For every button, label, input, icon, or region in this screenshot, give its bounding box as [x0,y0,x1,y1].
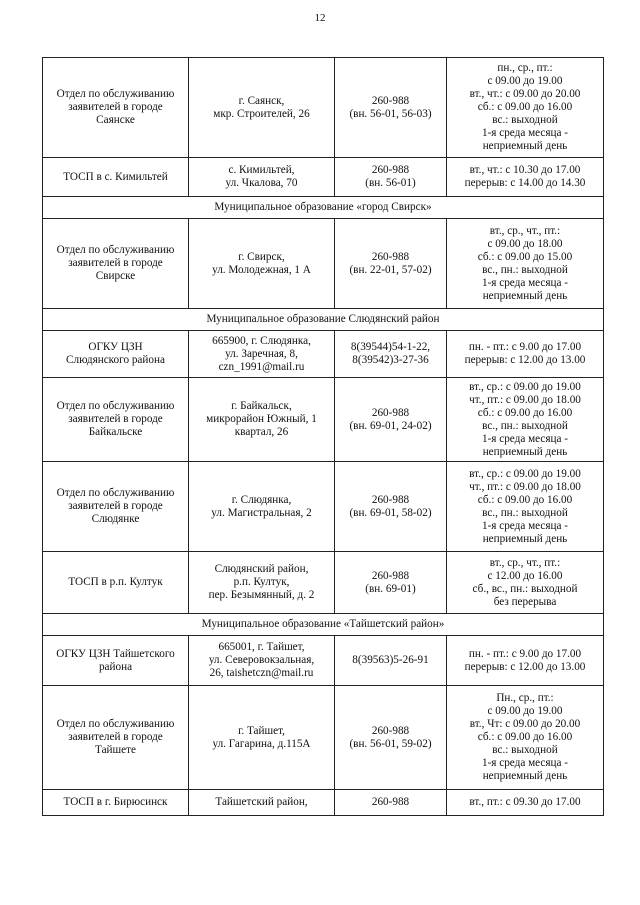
cell-line: с 09.00 до 18.00 [487,237,563,250]
cell-line: 260-988 [371,796,410,808]
cell-line: 260-988 [371,94,410,107]
section-row [43,309,604,331]
table-row [43,636,604,686]
phone-cell [335,462,447,552]
hours-cell [447,219,604,309]
cell-line: Отдел по обслуживанию [56,88,175,100]
cell-line: Слюдянского района [66,354,165,366]
cell-line: ул. Северовокзальная, [208,654,315,666]
cell-line: (вн. 69-01, 24-02) [349,419,432,432]
cell-line: пн., ср., пт.: [497,62,553,74]
cell-line: (вн. 56-01, 56-03) [349,107,432,120]
page-number: 12 [314,12,326,24]
cell-line: сб.: с 09.00 до 15.00 [477,250,573,263]
cell-line: 260-988 [371,406,410,419]
hours-cell [447,552,604,614]
cell-line: вт., чт.: с 10.30 до 17.00 [469,164,581,176]
cell-line: 8(39542)3-27-36 [352,354,429,366]
cell-line: квартал, 26 [234,426,289,438]
office-name-cell [43,219,189,309]
cell-line: сб.: с 09.00 до 16.00 [477,406,573,419]
table-row [43,158,604,197]
cell-line: ул. Молодежная, 1 А [212,263,311,276]
address-cell [189,636,335,686]
cell-line: сб.: с 09.00 до 16.00 [477,731,573,743]
cell-line: Свирске [95,270,136,282]
address-cell [189,686,335,790]
cell-line: Отдел по обслуживанию [56,487,175,499]
hours-cell [447,462,604,552]
cell-line: Слюдянке [91,513,140,525]
phone-cell [335,331,447,378]
cell-line: неприемный день [482,532,568,545]
cell-line: 260-988 [371,164,410,176]
cell-line: г. Свирск, [238,250,285,263]
phone-cell [335,158,447,197]
hours-cell [447,378,604,462]
cell-line: неприемный день [482,289,568,302]
cell-line: перерыв: с 12.00 до 13.00 [464,354,586,366]
offices-table [42,57,604,816]
hours-cell [447,790,604,816]
cell-line: заявителей в городе [68,500,163,512]
cell-line: 8(39563)5-26-91 [352,654,429,666]
cell-line: чт., пт.: с 09.00 до 18.00 [469,480,581,493]
section-heading: Муниципальное образование «город Свирск» [43,197,604,219]
section-heading: Муниципальное образование «Тайшетский район» [43,614,604,636]
cell-line: 1-я среда месяца - [481,519,568,532]
cell-line: пер. Безымянный, д. 2 [208,589,315,601]
cell-line: ул. Чкалова, 70 [225,177,298,189]
address-cell [189,158,335,197]
cell-line: Отдел по обслуживанию [56,400,175,412]
cell-line: (вн. 69-01, 58-02) [349,506,432,519]
cell-line: с 09.00 до 19.00 [487,705,563,717]
cell-line: пн. - пт.: с 9.00 до 17.00 [468,647,582,660]
cell-line: ОГКУ ЦЗН Тайшетского [56,647,175,660]
cell-line: 1-я среда месяца - [481,276,568,289]
phone-cell [335,790,447,816]
cell-line: г. Слюдянка, [231,493,292,506]
table-row [43,58,604,158]
office-name-cell [43,686,189,790]
cell-line: Саянске [96,114,135,126]
cell-line: с. Кимильтей, [228,164,295,176]
cell-line: ТОСП в с. Кимильтей [63,170,168,183]
cell-line: вс.: выходной [492,114,558,126]
table-row [43,552,604,614]
cell-line: 665001, г. Тайшет, [218,641,305,653]
cell-line: с 09.00 до 19.00 [487,75,563,87]
table-row [43,378,604,462]
cell-line: вс.: выходной [492,744,558,756]
address-cell [189,219,335,309]
office-name-cell [43,331,189,378]
table-row [43,686,604,790]
cell-line: неприемный день [482,770,568,782]
address-cell [189,462,335,552]
cell-line: перерыв: с 12.00 до 13.00 [464,660,586,673]
cell-line: заявителей в городе [68,101,163,113]
table-row [43,219,604,309]
cell-line: Тайшетский район, [215,796,308,808]
section-row [43,197,604,219]
cell-line: сб.: с 09.00 до 16.00 [477,493,573,506]
cell-line: пн. - пт.: с 9.00 до 17.00 [468,341,582,353]
cell-line: вт., ср.: с 09.00 до 19.00 [469,467,581,480]
cell-line: микрорайон Южный, 1 [206,413,317,425]
phone-cell [335,58,447,158]
table-row [43,331,604,378]
cell-line: чт., пт.: с 09.00 до 18.00 [469,393,581,406]
cell-line: (вн. 56-01) [365,177,416,189]
cell-line: вт., ср.: с 09.00 до 19.00 [469,380,581,393]
offices-table-body [43,58,604,816]
cell-line: (вн. 22-01, 57-02) [349,263,432,276]
cell-line: Пн., ср., пт.: [496,692,554,704]
cell-line: 665900, г. Слюдянка, [212,334,311,347]
office-name-cell [43,158,189,197]
cell-line: вт., пт.: с 09.30 до 17.00 [469,796,581,808]
cell-line: неприемный день [482,445,568,458]
hours-cell [447,331,604,378]
cell-line: ул. Гагарина, д.115А [212,737,311,750]
phone-cell [335,378,447,462]
cell-line: Слюдянский район, [214,563,309,575]
hours-cell [447,158,604,197]
office-name-cell [43,58,189,158]
cell-line: Байкальске [88,426,143,438]
cell-line: вт., чт.: с 09.00 до 20.00 [469,88,581,100]
office-name-cell [43,790,189,816]
office-name-cell [43,462,189,552]
cell-line: с 12.00 до 16.00 [487,569,563,582]
phone-cell [335,686,447,790]
table-row [43,790,604,816]
cell-line: 260-988 [371,724,410,737]
cell-line: г. Байкальск, [231,400,292,412]
cell-line: 1-я среда месяца - [481,757,568,769]
cell-line: заявителей в городе [68,731,163,743]
office-name-cell [43,636,189,686]
cell-line: czn_1991@mail.ru [218,360,305,373]
cell-line: (вн. 69-01) [365,582,416,595]
section-row [43,614,604,636]
cell-line: ТОСП в р.п. Култук [68,576,163,588]
cell-line: ОГКУ ЦЗН [88,341,143,353]
cell-line: заявителей в городе [68,257,163,269]
cell-line: 26, taishetczn@mail.ru [209,667,314,679]
cell-line: сб., вс., пн.: выходной [472,582,578,595]
phone-cell [335,219,447,309]
office-name-cell [43,552,189,614]
address-cell [189,378,335,462]
phone-cell [335,636,447,686]
cell-line: 260-988 [371,250,410,263]
hours-cell [447,58,604,158]
hours-cell [447,636,604,686]
cell-line: перерыв: с 14.00 до 14.30 [464,177,586,189]
cell-line: неприемный день [482,140,568,152]
cell-line: 260-988 [371,493,410,506]
cell-line: 260-988 [371,569,410,582]
cell-line: мкр. Строителей, 26 [213,107,310,120]
office-name-cell [43,378,189,462]
cell-line: г. Саянск, [238,94,285,107]
table-row [43,462,604,552]
phone-cell [335,552,447,614]
cell-line: (вн. 56-01, 59-02) [349,737,432,750]
section-heading: Муниципальное образование Слюдянский район [43,309,604,331]
cell-line: заявителей в городе [68,413,163,425]
cell-line: Тайшете [95,744,136,756]
cell-line: сб.: с 09.00 до 16.00 [477,101,573,113]
cell-line: вт., ср., чт., пт.: [489,224,561,237]
cell-line: Отдел по обслуживанию [56,244,175,256]
address-cell [189,58,335,158]
cell-line: без перерыва [493,595,557,608]
address-cell [189,331,335,378]
cell-line: 1-я среда месяца - [481,432,568,445]
cell-line: вт., Чт: с 09.00 до 20.00 [469,718,581,730]
cell-line: ул. Магистральная, 2 [211,506,312,519]
address-cell [189,552,335,614]
cell-line: г. Тайшет, [238,724,285,737]
cell-line: района [98,660,133,673]
hours-cell [447,686,604,790]
cell-line: 8(39544)54-1-22, [350,341,431,353]
cell-line: вс., пн.: выходной [482,506,568,519]
cell-line: вт., ср., чт., пт.: [489,556,561,569]
cell-line: вс., пн.: выходной [482,263,568,276]
cell-line: р.п. Култук, [233,576,290,588]
cell-line: 1-я среда месяца - [481,127,568,139]
cell-line: ТОСП в г. Бирюсинск [63,796,168,808]
cell-line: Отдел по обслуживанию [56,718,175,730]
cell-line: ул. Заречная, 8, [225,347,298,360]
address-cell [189,790,335,816]
cell-line: вс., пн.: выходной [482,419,568,432]
